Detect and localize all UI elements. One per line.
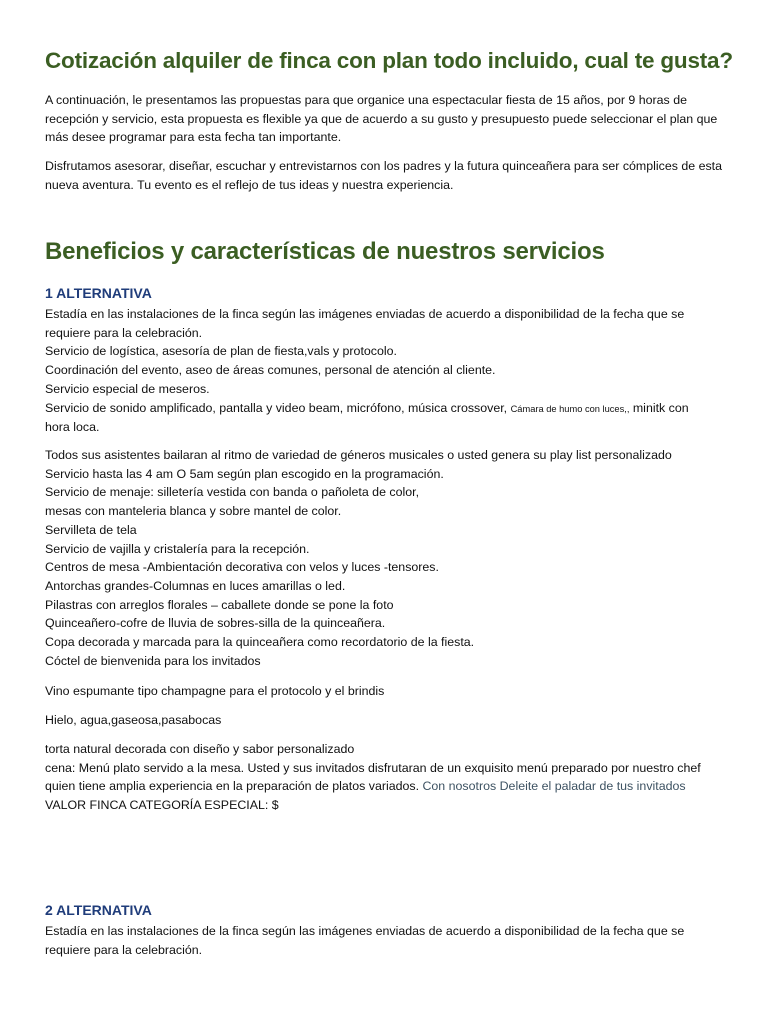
cake-line: torta natural decorada con diseño y sabor personalizado: [45, 742, 355, 756]
dinner-line: cena: Menú plato servido a la mesa. Usted y sus invitados disfrutaran de un exquisito menú preparado por nuestro chef: [45, 760, 701, 775]
alternative-2-title: 2 ALTERNATIVA: [45, 902, 152, 918]
smoke-camera-note: Cámara de humo con luces,,: [510, 403, 630, 414]
service-line: Servicio de vajilla y cristalería para la recepción.: [45, 541, 310, 556]
alternative-1-details: [45, 305, 745, 437]
detail-line: Estadía en las instalaciones de la finca según las imágenes enviadas de acuerdo a disponibilidad de la fecha que se: [45, 307, 685, 321]
detail-line: requiere para la celebración.: [45, 325, 203, 340]
alternative-1-services: [45, 446, 745, 670]
detail-line: requiere para la celebración.: [45, 942, 203, 957]
ice-line: Hielo, agua,gaseosa,pasabocas: [45, 713, 222, 727]
service-line: Todos sus asistentes bailaran al ritmo de variedad de géneros musicales o usted genera su play list personalizado: [45, 448, 672, 462]
detail-line: Servicio especial de meseros.: [45, 381, 210, 396]
section-title: Beneficios y características de nuestros servicios: [45, 238, 605, 265]
sound-service-suffix: minitk con: [629, 400, 689, 415]
price-line: VALOR FINCA CATEGORÍA ESPECIAL: $: [45, 798, 279, 813]
detail-line: Servicio de logística, asesoría de plan de fiesta,vals y protocolo.: [45, 344, 397, 359]
service-line: Copa decorada y marcada para la quinceañera como recordatorio de la fiesta.: [45, 635, 475, 650]
service-line: Servilleta de tela: [45, 522, 137, 537]
intro-paragraph-1: A continuación, le presentamos las propuestas para que organice una espectacular fiesta de 15 años, por 9 horas de recepción y servicio, esta propuesta es flexible ya que de acuerdo a su gusto y presupuesto puede seleccionar el plan que más desee programar para esta fecha tan importante.: [45, 93, 718, 145]
promo-text: Con nosotros Deleite el paladar de tus invitados: [422, 779, 686, 794]
page-title: Cotización alquiler de finca con plan todo incluido, cual te gusta?: [45, 48, 733, 73]
sound-service-text: Servicio de sonido amplificado, pantalla y video beam, micrófono, música crossover,: [45, 400, 511, 415]
alternative-1-food: [45, 740, 745, 815]
sound-service-line: [45, 399, 745, 419]
intro-paragraph-2: Disfrutamos asesorar, diseñar, escuchar y entrevistarnos con los padres y la futura quinceañera para ser cómplices de esta nueva aventura. Tu evento es el reflejo de tus ideas y nuestra experiencia.: [45, 159, 723, 192]
service-line: Pilastras con arreglos florales – caballete donde se pone la foto: [45, 597, 394, 612]
detail-line: Estadía en las instalaciones de la finca según las imágenes enviadas de acuerdo a disponibilidad de la fecha que se: [45, 924, 685, 938]
dinner-line-2: [45, 777, 745, 796]
service-line: mesas con manteleria blanca y sobre mantel de color.: [45, 504, 342, 519]
service-line: Cóctel de bienvenida para los invitados: [45, 653, 261, 668]
dinner-text: quien tiene amplia experiencia en la preparación de platos variados.: [45, 779, 423, 794]
service-line: Servicio hasta las 4 am O 5am según plan escogido en la programación.: [45, 466, 444, 481]
service-line: Quinceañero-cofre de lluvia de sobres-silla de la quinceañera.: [45, 616, 386, 631]
alternative-2-details: [45, 922, 745, 959]
detail-line: Coordinación del evento, aseo de áreas comunes, personal de atención al cliente.: [45, 363, 496, 378]
alternative-1-title: 1 ALTERNATIVA: [45, 285, 152, 301]
service-line: Centros de mesa -Ambientación decorativa con velos y luces -tensores.: [45, 560, 439, 575]
detail-line: hora loca.: [45, 420, 100, 435]
wine-line: Vino espumante tipo champagne para el protocolo y el brindis: [45, 684, 385, 698]
service-line: Antorchas grandes-Columnas en luces amarillas o led.: [45, 578, 346, 593]
service-line: Servicio de menaje: silletería vestida con banda o pañoleta de color,: [45, 485, 420, 500]
